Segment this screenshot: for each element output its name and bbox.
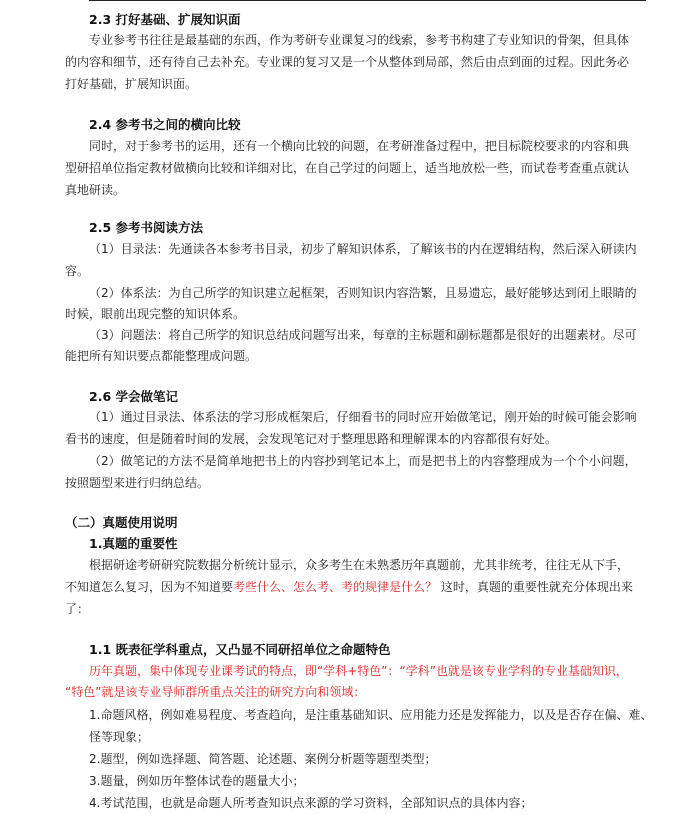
text-run: 这时，真题的重要性就充分体现出来 xyxy=(437,580,633,594)
header-rule xyxy=(89,0,646,1)
paragraph-line: （1）通过目录法、体系法的学习形成框架后，仔细看书的同时应开始做笔记，刚开始的时候可能会影响 xyxy=(89,410,637,424)
heading-2-6: 2.6 学会做笔记 xyxy=(89,389,178,404)
paragraph-line: （2）做笔记的方法不是简单地把书上的内容抄到笔记本上，而是把书上的内容整理成为一个个小问题， xyxy=(89,454,637,468)
highlight-text: 考些什么、怎么考、考的规律是什么？ xyxy=(233,580,438,594)
heading-part-2: （二）真题使用说明 xyxy=(65,515,178,530)
paragraph-line: 型研招单位指定教材做横向比较和详细对比，在自己学过的问题上，适当地放松一些，而试卷考查重点就认 xyxy=(65,161,630,175)
highlight-line: 历年真题，集中体现专业课考试的特点，即“学科+特色”：“学科”也就是该专业学科的专业基础知识， xyxy=(89,664,628,678)
paragraph-line: 同时，对于参考书的运用，还有一个横向比较的问题，在考研准备过程中，把目标院校要求的内容和典 xyxy=(89,139,630,153)
paragraph-line: 根据研途考研研究院数据分析统计显示，众多考生在未熟悉历年真题前，尤其非统考，往往无从下手， xyxy=(89,558,630,572)
paragraph-line: 了： xyxy=(65,602,90,616)
list-item: 4.考试范围，也就是命题人所考查知识点来源的学习资料，全部知识点的具体内容； xyxy=(89,796,533,810)
text-run: 不知道怎么复习，因为不知道要 xyxy=(65,580,234,594)
highlight-line: “特色”就是该专业导师群所重点关注的研究方向和领域： xyxy=(65,685,366,699)
paragraph-line: 看书的速度，但是随着时间的发展，会发现笔记对于整理思路和理解课本的内容都很有好处。 xyxy=(65,432,558,446)
paragraph-line: （3）问题法：将自己所学的知识总结成问题写出来，每章的主标题和副标题都是很好的出题素材。尽可 xyxy=(89,328,637,342)
paragraph-line: 容。 xyxy=(65,264,90,278)
paragraph-line: （1）目录法：先通读各本参考书目录，初步了解知识体系，了解该书的内在逻辑结构，然后深入研读内 xyxy=(89,242,637,256)
heading-1-1: 1.1 既表征学科重点，又凸显不同研招单位之命题特色 xyxy=(89,642,391,657)
paragraph-line: 真地研读。 xyxy=(65,183,126,197)
paragraph-line: 打好基础，扩展知识面。 xyxy=(65,77,198,91)
paragraph-line: 能把所有知识要点都能整理成问题。 xyxy=(65,349,258,363)
paragraph-line-mixed xyxy=(65,577,655,599)
paragraph-line: （2）体系法：为自己所学的知识建立起框架，否则知识内容浩繁，且易遗忘，最好能够达到闭上眼睛的 xyxy=(89,286,637,300)
heading-2-4: 2.4 参考书之间的横向比较 xyxy=(89,117,241,132)
paragraph-line: 按照题型来进行归纳总结。 xyxy=(65,476,210,490)
heading-2-3: 2.3 打好基础、扩展知识面 xyxy=(89,12,241,27)
list-item: 怪等现象； xyxy=(89,730,150,744)
paragraph-line: 时候，眼前出现完整的知识体系。 xyxy=(65,307,246,321)
list-item: 1.命题风格，例如难易程度、考查趋向，是注重基础知识、应用能力还是发挥能力，以及是否存在偏、难、 xyxy=(89,708,653,722)
list-item: 2.题型，例如选择题、简答题、论述题、案例分析题等题型类型； xyxy=(89,752,437,766)
heading-1-importance: 1.真题的重要性 xyxy=(89,536,178,551)
list-item: 3.题量，例如历年整体试卷的题量大小； xyxy=(89,774,305,788)
heading-2-5: 2.5 参考书阅读方法 xyxy=(89,220,203,235)
paragraph-line: 专业参考书往往是最基础的东西，作为考研专业课复习的线索，参考书构建了专业知识的骨架，但具体 xyxy=(89,33,630,47)
paragraph-line: 的内容和细节，还有待自己去补充。专业课的复习又是一个从整体到局部，然后由点到面的过程。因此务必 xyxy=(65,55,630,69)
